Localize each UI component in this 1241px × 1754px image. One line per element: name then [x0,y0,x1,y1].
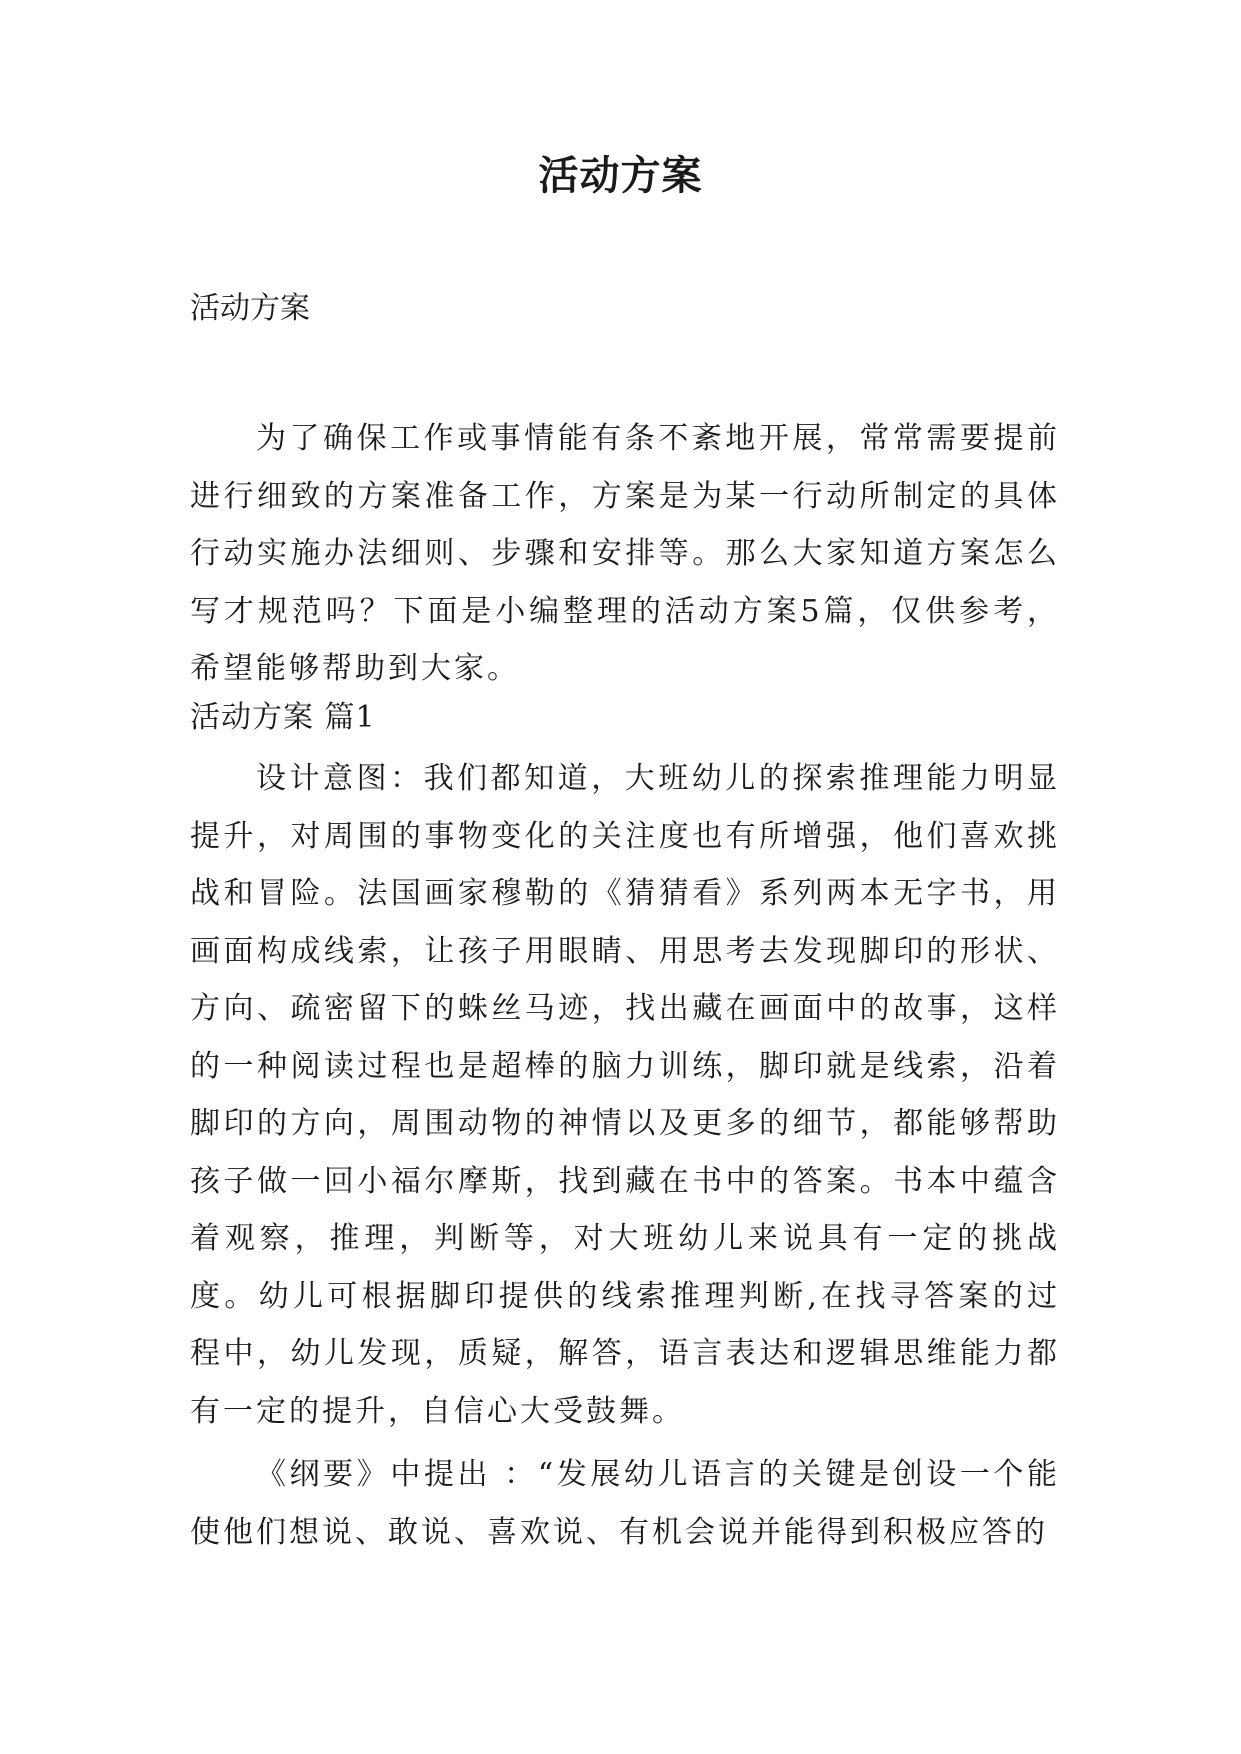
outline-paragraph: 《纲要》中提出 ：“发展幼儿语言的关键是创设一个能使他们想说、敢说、喜欢说、有机会说并能得到积极应答的 [190,1457,1060,1550]
design-intent-paragraph: 设计意图：我们都知道，大班幼儿的探索推理能力明显提升，对周围的事物变化的关注度也有所增强，他们喜欢挑战和冒险。法国画家穆勒的《猜猜看》系列两本无字书，用画面构成线索，让孩子用眼睛、用思考去发现脚印的形状、方向、疏密留下的蛛丝马迹，找出藏在画面中的故事，这样的一种阅读过程也是超棒的脑力训练，脚印就是线索，沿着脚印的方向，周围动物的神情以及更多的细节，都能够帮助孩子做一回小福尔摩斯，找到藏在书中的答案。书本中蕴含着观察，推理，判断等，对大班幼儿来说具有一定的挑战度。幼儿可根据脚印提供的线索推理判断,在找寻答案的过程中，幼儿发现，质疑，解答，语言表达和逻辑思维能力都有一定的提升，自信心大受鼓舞。 [190,761,1060,1429]
section-heading: 活动方案 篇1 [190,700,376,735]
document-title: 活动方案 [538,153,703,199]
document-subtitle: 活动方案 [190,291,310,326]
intro-paragraph: 为了确保工作或事情能有条不紊地开展，常常需要提前进行细致的方案准备工作，方案是为某一行动所制定的具体行动实施办法细则、步骤和安排等。那么大家知道方案怎么写才规范吗？下面是小编整理的活动方案5篇，仅供参考，希望能够帮助到大家。 [190,421,1060,686]
